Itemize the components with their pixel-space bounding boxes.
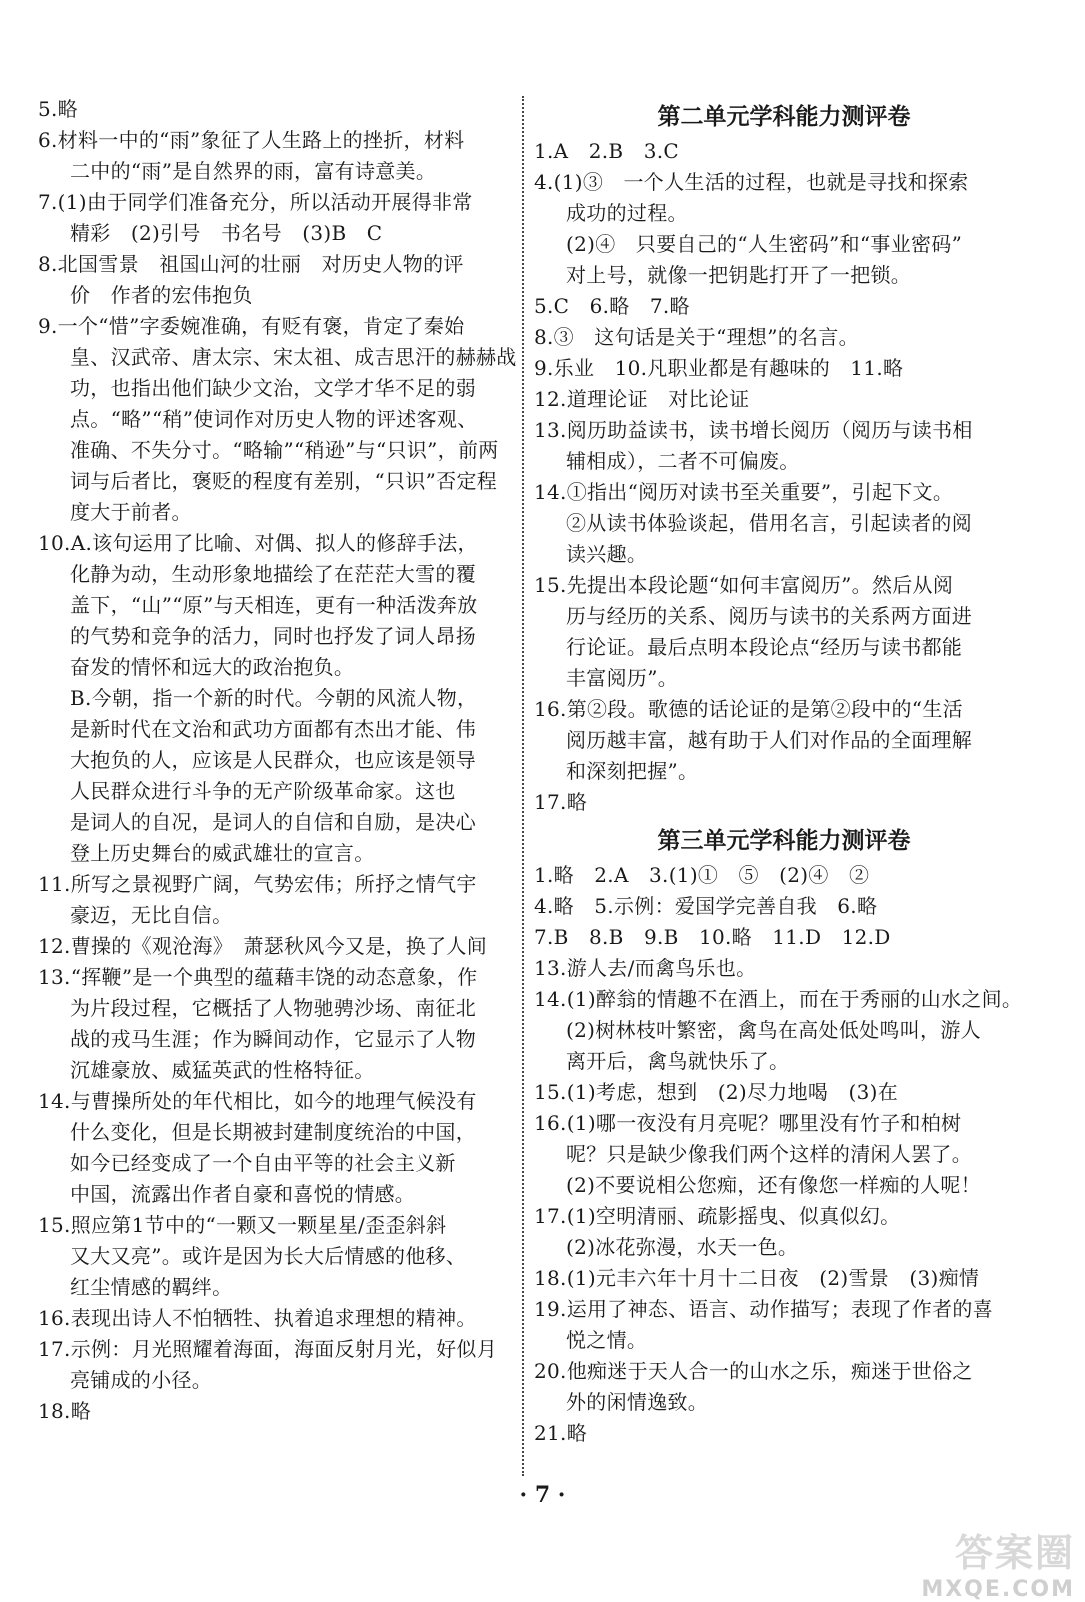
answer-item <box>38 1396 518 1427</box>
answer-item <box>38 683 518 869</box>
answer-item <box>38 187 518 249</box>
answer-line: 6.材料一中的“雨”象征了人生路上的挫折，材料 <box>38 128 465 152</box>
answer-line: 9.一个“惜”字委婉准确，有贬有褒，肯定了秦始 <box>38 314 465 338</box>
answer-line: 11.所写之景视野广阔，气势宏伟；所抒之情气宇 <box>38 872 477 896</box>
answer-line: 又大又亮”。或许是因为长大后情感的他移、 <box>70 1244 467 1268</box>
answer-line: 的气势和竞争的活力，同时也抒发了词人昂扬 <box>70 624 476 648</box>
answer-line: 17.略 <box>534 790 588 814</box>
answer-line: 功，也指出他们缺少文治，文学才华不足的弱 <box>70 376 476 400</box>
answer-line: 精彩 (2)引号 书名号 (3)B C <box>70 221 383 245</box>
answer-item <box>38 869 518 931</box>
answer-line: 二中的“雨”是自然界的雨，富有诗意美。 <box>70 159 437 183</box>
answer-item <box>38 94 518 125</box>
section-title-unit-3: 第三单元学科能力测评卷 <box>657 828 911 854</box>
answer-line: 8.北国雪景 祖国山河的壮丽 对历史人物的评 <box>38 252 464 276</box>
answer-item <box>534 570 1034 694</box>
answer-line: 14.与曹操所处的年代相比，如今的地理气候没有 <box>38 1089 477 1113</box>
answer-line: 13.阅历助益读书，读书增长阅历（阅历与读书相 <box>534 418 973 442</box>
answer-line: 16.(1)哪一夜没有月亮呢？哪里没有竹子和柏树 <box>534 1111 962 1135</box>
answer-line: (2)④ 只要自己的“人生密码”和“事业密码” <box>566 232 963 256</box>
answer-line: 读兴趣。 <box>566 542 648 566</box>
watermark-top-text: 答案圈 <box>954 1531 1075 1575</box>
answer-line: 是词人的自况，是词人的自信和自励，是决心 <box>70 810 476 834</box>
section-unit-3-answers <box>534 860 1034 1449</box>
answer-line: 4.略 5.示例：爱国学完善自我 6.略 <box>534 894 878 918</box>
answer-line: 和深刻把握”。 <box>566 759 699 783</box>
answer-line: (2)冰花弥漫，水天一色。 <box>566 1235 799 1259</box>
answer-item <box>534 1263 1034 1294</box>
answer-item <box>38 125 518 187</box>
section-unit-2-answers <box>534 136 1034 818</box>
answer-line: 18.(1)元丰六年十月十二日夜 (2)雪景 (3)痴情 <box>534 1266 980 1290</box>
answer-line: 15.(1)考虑，想到 (2)尽力地喝 (3)在 <box>534 1080 898 1104</box>
answer-line: 丰富阅历”。 <box>566 666 679 690</box>
answer-line: B.今朝，指一个新的时代。今朝的风流人物， <box>70 686 478 710</box>
answer-item <box>534 694 1034 787</box>
answer-item <box>534 415 1034 477</box>
answer-line: 9.乐业 10.凡职业都是有趣味的 11.略 <box>534 356 904 380</box>
answer-line: 1.略 2.A 3.(1)① ⑤ (2)④ ② <box>534 863 870 887</box>
answer-line: 悦之情。 <box>566 1328 648 1352</box>
answer-line: 辅相成），二者不可偏废。 <box>566 449 800 473</box>
answer-item <box>38 931 518 962</box>
answer-line: 奋发的情怀和远大的政治抱负。 <box>70 655 355 679</box>
answer-line: 如今已经变成了一个自由平等的社会主义新 <box>70 1151 456 1175</box>
answer-line: 离开后，禽鸟就快乐了。 <box>566 1049 790 1073</box>
answer-line: 历与经历的关系、阅历与读书的关系两方面进 <box>566 604 972 628</box>
answer-item <box>534 1356 1034 1418</box>
answer-line: 人民群众进行斗争的无产阶级革命家。这也 <box>70 779 456 803</box>
answer-line: 盖下，“山”“原”与天相连，更有一种活泼奔放 <box>70 593 478 617</box>
answer-line: 7.B 8.B 9.B 10.略 11.D 12.D <box>534 925 891 949</box>
answer-line: 19.运用了神态、语言、动作描写；表现了作者的喜 <box>534 1297 994 1321</box>
answer-line: 13.游人去/而禽鸟乐也。 <box>534 956 757 980</box>
answer-line: 13.“挥鞭”是一个典型的蕴藉丰饶的动态意象，作 <box>38 965 478 989</box>
answer-item <box>38 528 518 683</box>
answer-line: 1.A 2.B 3.C <box>534 139 679 163</box>
answer-item <box>38 1303 518 1334</box>
section-title-unit-2: 第二单元学科能力测评卷 <box>657 104 911 130</box>
answer-line: 14.①指出“阅历对读书至关重要”，引起下文。 <box>534 480 954 504</box>
answer-line: 价 作者的宏伟抱负 <box>70 283 253 307</box>
answer-line: 化静为动，生动形象地描绘了在茫茫大雪的覆 <box>70 562 476 586</box>
answer-line: 为片段过程，它概括了人物驰骋沙场、南征北 <box>70 996 476 1020</box>
answer-item <box>534 891 1034 922</box>
watermark-logo <box>875 1522 1075 1602</box>
answer-item <box>534 1108 1034 1201</box>
answer-line: 20.他痴迷于天人合一的山水之乐，痴迷于世俗之 <box>534 1359 973 1383</box>
answer-line: 16.表现出诗人不怕牺牲、执着追求理想的精神。 <box>38 1306 477 1330</box>
answer-line: 行论证。最后点明本段论点“经历与读书都能 <box>566 635 963 659</box>
answer-line: 什么变化，但是长期被封建制度统治的中国， <box>70 1120 476 1144</box>
answer-item <box>534 1418 1034 1449</box>
answer-line: 皇、汉武帝、唐太宗、宋太祖、成吉思汗的赫赫战 <box>70 345 517 369</box>
answer-line: 度大于前者。 <box>70 500 192 524</box>
answer-line: 5.略 <box>38 97 78 121</box>
answer-item <box>534 229 1034 291</box>
answer-line: 7.(1)由于同学们准备充分，所以活动开展得非常 <box>38 190 473 214</box>
answer-line: 4.(1)③ 一个人生活的过程，也就是寻找和探索 <box>534 170 969 194</box>
answer-line: 17.示例：月光照耀着海面，海面反射月光，好似月 <box>38 1337 498 1361</box>
answer-line: 成功的过程。 <box>566 201 688 225</box>
answer-line: 外的闲情逸致。 <box>566 1390 709 1414</box>
answer-item <box>534 922 1034 953</box>
answer-line: 14.(1)醉翁的情趣不在酒上，而在于秀丽的山水之间。 <box>534 987 1023 1011</box>
answer-line: 阅历越丰富，越有助于人们对作品的全面理解 <box>566 728 972 752</box>
answer-item <box>534 787 1034 818</box>
watermark-bottom-text: MXQE.COM <box>921 1577 1075 1602</box>
answer-item <box>534 984 1034 1077</box>
answer-line: 点。“略”“稍”使词作对历史人物的评述客观、 <box>70 407 478 431</box>
answer-line: 21.略 <box>534 1421 588 1445</box>
answer-item <box>38 1210 518 1303</box>
answer-item <box>38 1334 518 1396</box>
answer-item <box>534 322 1034 353</box>
answer-item <box>534 1077 1034 1108</box>
column-divider <box>522 96 524 1476</box>
answer-line: 15.先提出本段论题“如何丰富阅历”。然后从阅 <box>534 573 954 597</box>
answer-item <box>534 1201 1034 1263</box>
answer-line: 16.第②段。歌德的话论证的是第②段中的“生活 <box>534 697 963 721</box>
answer-line: 登上历史舞台的威武雄壮的宣言。 <box>70 841 375 865</box>
answer-item <box>534 291 1034 322</box>
answer-line: 战的戎马生涯；作为瞬间动作，它显示了人物 <box>70 1027 476 1051</box>
answer-line: 是新时代在文治和武功方面都有杰出才能、伟 <box>70 717 476 741</box>
answer-item <box>534 353 1034 384</box>
answer-line: 豪迈，无比自信。 <box>70 903 233 927</box>
answer-line: 17.(1)空明清丽、疏影摇曳、似真似幻。 <box>534 1204 901 1228</box>
answer-item <box>534 860 1034 891</box>
answer-line: ②从读书体验谈起，借用名言，引起读者的阅 <box>566 511 972 535</box>
answer-line: 中国，流露出作者自豪和喜悦的情感。 <box>70 1182 416 1206</box>
answer-line: 12.曹操的《观沧海》 萧瑟秋风今又是，换了人间 <box>38 934 488 958</box>
answer-line: 呢？只是缺少像我们两个这样的清闲人罢了。 <box>566 1142 972 1166</box>
answer-line: 红尘情感的羁绊。 <box>70 1275 233 1299</box>
answer-item <box>534 384 1034 415</box>
answer-item <box>534 477 1034 570</box>
answer-line: 18.略 <box>38 1399 92 1423</box>
answer-item <box>38 962 518 1086</box>
answer-line: 亮铺成的小径。 <box>70 1368 213 1392</box>
left-column <box>38 94 518 1427</box>
answer-item <box>534 953 1034 984</box>
answer-line: (2)不要说相公您痴，还有像您一样痴的人呢！ <box>566 1173 981 1197</box>
answer-line: 词与后者比，褒贬的程度有差别，“只识”否定程 <box>70 469 498 493</box>
answer-item <box>534 167 1034 229</box>
answer-line: 10.A.该句运用了比喻、对偶、拟人的修辞手法， <box>38 531 478 555</box>
answer-line: 对上号，就像一把钥匙打开了一把锁。 <box>566 263 912 287</box>
answer-line: (2)树林枝叶繁密，禽鸟在高处低处鸣叫，游人 <box>566 1018 981 1042</box>
answer-item <box>534 1294 1034 1356</box>
answer-line: 沉雄豪放、威猛英武的性格特征。 <box>70 1058 375 1082</box>
answer-line: 大抱负的人，应该是人民群众，也应该是领导 <box>70 748 476 772</box>
answer-line: 15.照应第1节中的“一颗又一颗星星/歪歪斜斜 <box>38 1213 447 1237</box>
answer-line: 8.③ 这句话是关于“理想”的名言。 <box>534 325 859 349</box>
answer-item <box>534 136 1034 167</box>
answer-item <box>38 311 518 528</box>
answer-item <box>38 1086 518 1210</box>
answer-line: 5.C 6.略 7.略 <box>534 294 690 318</box>
right-column <box>534 94 1034 1449</box>
answer-line: 准确、不失分寸。“略输”“稍逊”与“只识”，前两 <box>70 438 499 462</box>
answer-line: 12.道理论证 对比论证 <box>534 387 750 411</box>
answer-item <box>38 249 518 311</box>
page-number: · 7 · <box>519 1482 566 1508</box>
